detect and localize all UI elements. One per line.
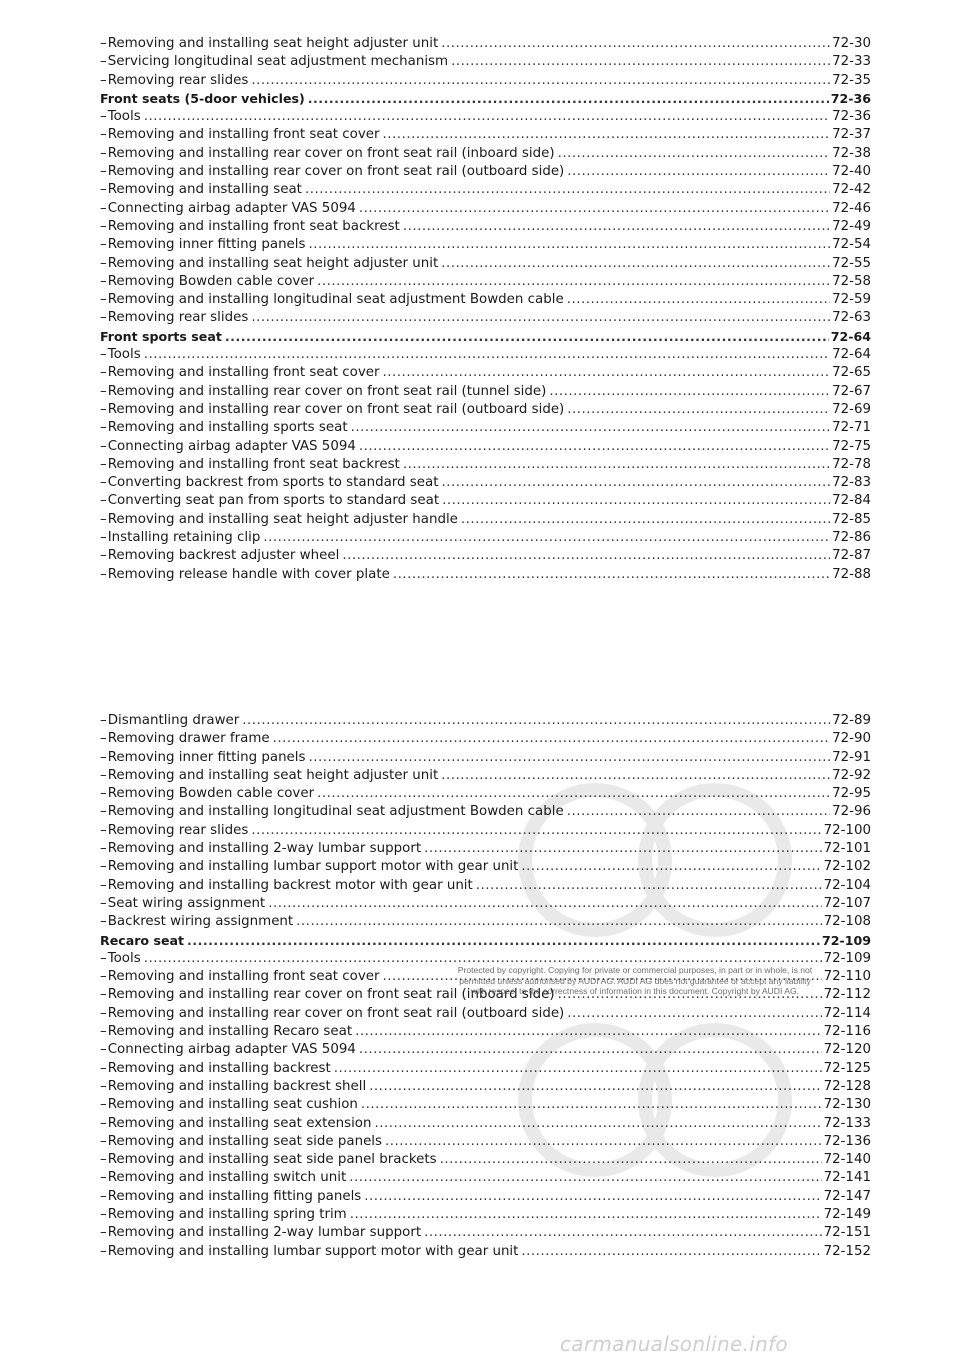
toc-dash: – — [100, 218, 107, 234]
toc-title: Removing Bowden cable cover — [107, 273, 315, 289]
toc-title: Servicing longitudinal seat adjustment mechanism — [107, 54, 449, 70]
toc-page-number: 72-42 — [832, 182, 871, 198]
toc-page-number: 72-151 — [823, 1225, 871, 1241]
toc-leader-dots — [355, 1023, 821, 1041]
toc-page-number: 72-107 — [823, 895, 871, 911]
toc-dash: – — [100, 969, 107, 985]
toc-page-number: 72-46 — [832, 200, 871, 216]
toc-leader-dots — [461, 511, 830, 529]
toc-dash: – — [100, 1170, 107, 1186]
toc-page-number: 72-130 — [823, 1097, 871, 1113]
toc-entry[interactable] — [100, 438, 871, 456]
toc-entry[interactable] — [100, 840, 871, 858]
toc-page-number: 72-147 — [823, 1188, 871, 1204]
toc-title: Removing and installing seat height adjuster unit — [107, 36, 439, 51]
toc-entry[interactable] — [100, 401, 871, 419]
toc-title: Removing and installing fitting panels — [107, 1188, 362, 1204]
toc-title: Removing and installing seat — [107, 182, 302, 198]
toc-leader-dots — [225, 328, 829, 346]
toc-page-number: 72-67 — [832, 383, 871, 399]
toc-leader-dots — [521, 858, 821, 876]
toc-page-number: 72-136 — [823, 1133, 871, 1149]
toc-title: Removing and installing seat side panel brackets — [107, 1152, 437, 1168]
toc-leader-dots — [305, 181, 830, 199]
toc-leader-dots — [374, 1115, 821, 1133]
toc-title: Removing and installing seat cushion — [107, 1097, 358, 1113]
toc-entry[interactable] — [100, 566, 871, 584]
toc-leader-dots — [424, 1224, 821, 1242]
toc-leader-dots — [187, 932, 820, 950]
toc-leader-dots — [342, 547, 830, 565]
toc-page-number: 72-69 — [832, 401, 871, 417]
toc-title: Removing and installing rear cover on front seat rail (outboard side) — [107, 401, 565, 417]
toc-page-number: 72-71 — [832, 420, 871, 436]
toc-dash: – — [100, 786, 107, 802]
toc-title: Removing rear slides — [107, 72, 249, 88]
toc-dash: – — [100, 420, 107, 436]
toc-entry[interactable] — [100, 1188, 871, 1206]
toc-dash: – — [100, 914, 107, 930]
toc-dash: – — [100, 1152, 107, 1168]
toc-entry[interactable] — [100, 1096, 871, 1114]
copyright-line-3: with respect to the correctness of information in this document. Copyright by AUDI AG. — [470, 986, 800, 996]
toc-leader-dots — [441, 35, 830, 53]
toc-page-number: 72-140 — [823, 1152, 871, 1168]
toc-entry[interactable] — [100, 1151, 871, 1169]
toc-title: Tools — [107, 347, 141, 363]
toc-entry[interactable] — [100, 108, 871, 126]
toc-leader-dots — [361, 1096, 822, 1114]
toc-dash: – — [100, 1207, 107, 1223]
toc-title: Removing and installing front seat backrest — [107, 456, 400, 472]
toc-dash: – — [100, 401, 107, 417]
toc-title: Front seats (5-door vehicles) — [100, 90, 305, 106]
toc-page-number: 72-108 — [823, 914, 871, 930]
toc-title: Removing and installing Recaro seat — [107, 1024, 353, 1040]
toc-title: Removing release handle with cover plate — [107, 566, 390, 582]
toc-page-number: 72-125 — [823, 1060, 871, 1076]
toc-page-number: 72-75 — [832, 438, 871, 454]
toc-page-number: 72-87 — [832, 548, 871, 564]
toc-entry[interactable] — [100, 163, 871, 181]
toc-dash: – — [100, 145, 107, 161]
toc-title: Removing drawer frame — [107, 731, 270, 747]
toc-dash: – — [100, 36, 107, 51]
copyright-line-1: Protected by copyright. Copying for private or commercial purposes, in part or in whole, is not — [457, 965, 813, 975]
toc-dash: – — [100, 548, 107, 564]
toc-entry[interactable] — [100, 474, 871, 492]
toc-title: Installing retaining clip — [107, 530, 261, 546]
toc-title: Removing and installing backrest shell — [107, 1078, 367, 1094]
toc-leader-dots — [451, 53, 830, 71]
toc-leader-dots — [359, 438, 830, 456]
toc-dash: – — [100, 1078, 107, 1094]
toc-entry[interactable] — [100, 529, 871, 547]
toc-entry[interactable] — [100, 785, 871, 803]
toc-leader-dots — [440, 1151, 822, 1169]
toc-dash: – — [100, 438, 107, 454]
toc-dash: – — [100, 475, 107, 491]
toc-entry[interactable] — [100, 822, 871, 840]
toc-page-number: 72-85 — [832, 511, 871, 527]
toc-title: Removing and installing front seat cover — [107, 365, 380, 381]
toc-dash: – — [100, 530, 107, 546]
toc-page-number: 72-92 — [832, 767, 871, 783]
toc-title: Removing and installing front seat backrest — [107, 218, 400, 234]
toc-entry[interactable] — [100, 1041, 871, 1059]
toc-page-number: 72-55 — [832, 255, 871, 271]
toc-dash: – — [100, 1188, 107, 1204]
toc-entry[interactable] — [100, 1023, 871, 1041]
toc-dash: – — [100, 1005, 107, 1021]
toc-dash: – — [100, 822, 107, 838]
toc-page-number: 72-109 — [821, 932, 871, 948]
toc-leader-dots — [476, 877, 822, 895]
toc-page-number: 72-90 — [832, 731, 871, 747]
toc-leader-dots — [350, 1206, 822, 1224]
toc-page-number: 72-30 — [832, 36, 871, 51]
toc-title: Recaro seat — [100, 932, 185, 948]
toc-page-number: 72-37 — [832, 127, 871, 143]
toc-title: Removing and installing longitudinal seat adjustment Bowden cable — [107, 292, 564, 308]
toc-title: Removing inner fitting panels — [107, 749, 306, 765]
toc-leader-dots — [549, 383, 830, 401]
toc-leader-dots — [424, 840, 821, 858]
toc-dash: – — [100, 877, 107, 893]
toc-dash: – — [100, 749, 107, 765]
toc-dash: – — [100, 109, 107, 125]
toc-title: Dismantling drawer — [107, 713, 240, 728]
toc-title: Removing and installing longitudinal seat adjustment Bowden cable — [107, 804, 564, 820]
toc-title: Seat wiring assignment — [107, 895, 266, 911]
toc-leader-dots — [567, 401, 830, 419]
toc-page-number: 72-109 — [823, 950, 871, 966]
toc-page-number: 72-83 — [832, 475, 871, 491]
toc-page-number: 72-33 — [832, 54, 871, 70]
toc-entry[interactable] — [100, 53, 871, 71]
toc-dash: – — [100, 895, 107, 911]
copyright-notice — [415, 965, 855, 997]
toc-leader-dots — [521, 1243, 821, 1261]
toc-dash: – — [100, 767, 107, 783]
toc-page-number: 72-58 — [832, 273, 871, 289]
toc-leader-dots — [383, 126, 831, 144]
toc-title: Removing and installing switch unit — [107, 1170, 347, 1186]
toc-dash: – — [100, 1042, 107, 1058]
toc-leader-dots — [251, 72, 830, 90]
toc-dash: – — [100, 804, 107, 820]
toc-page-number: 72-112 — [823, 987, 871, 1003]
toc-dash: – — [100, 731, 107, 747]
toc-title: Removing and installing seat side panels — [107, 1133, 383, 1149]
toc-page-number: 72-36 — [830, 90, 871, 106]
toc-page-number: 72-101 — [823, 841, 871, 857]
toc-dash: – — [100, 347, 107, 363]
toc-page-number: 72-35 — [832, 72, 871, 88]
toc-leader-dots — [317, 785, 830, 803]
toc-dash: – — [100, 987, 107, 1003]
toc-entry[interactable] — [100, 255, 871, 273]
toc-page-number: 72-91 — [832, 749, 871, 765]
toc-title: Removing and installing seat height adjuster unit — [107, 767, 439, 783]
toc-title: Removing and installing backrest motor with gear unit — [107, 877, 473, 893]
toc-dash: – — [100, 456, 107, 472]
toc-leader-dots — [309, 749, 831, 767]
toc-title: Removing and installing lumbar support motor with gear unit — [107, 1243, 519, 1259]
toc-page-number: 72-40 — [832, 164, 871, 180]
toc-dash: – — [100, 859, 107, 875]
toc-dash: – — [100, 511, 107, 527]
toc-section-heading[interactable] — [100, 328, 871, 346]
toc-leader-dots — [385, 1133, 822, 1151]
toc-entry[interactable] — [100, 877, 871, 895]
toc-leader-dots — [334, 1060, 822, 1078]
toc-title: Removing and installing sports seat — [107, 420, 348, 436]
toc-dash: – — [100, 273, 107, 289]
toc-dash: – — [100, 566, 107, 582]
toc-leader-dots — [251, 822, 821, 840]
toc-dash: – — [100, 950, 107, 966]
toc-page-number: 72-102 — [823, 859, 871, 875]
toc-dash: – — [100, 1060, 107, 1076]
toc-leader-dots — [558, 145, 831, 163]
toc-leader-dots — [393, 566, 830, 584]
toc-title: Front sports seat — [100, 328, 222, 344]
toc-entry[interactable] — [100, 1115, 871, 1133]
toc-leader-dots — [364, 1188, 821, 1206]
toc-entry[interactable] — [100, 309, 871, 327]
toc-dash: – — [100, 383, 107, 399]
toc-title: Removing and installing seat extension — [107, 1115, 372, 1131]
toc-leader-dots — [144, 108, 830, 126]
toc-entry[interactable] — [100, 730, 871, 748]
toc-dash: – — [100, 841, 107, 857]
toc-page-number: 72-96 — [832, 804, 871, 820]
toc-title: Removing and installing rear cover on front seat rail (tunnel side) — [107, 383, 547, 399]
site-watermark: carmanualsonline.info — [560, 1332, 788, 1356]
toc-page-number: 72-114 — [823, 1005, 871, 1021]
toc-title: Removing and installing spring trim — [107, 1207, 347, 1223]
toc-page-number: 72-152 — [823, 1243, 871, 1259]
toc-leader-dots — [273, 730, 830, 748]
toc-leader-dots — [403, 456, 830, 474]
toc-title: Removing Bowden cable cover — [107, 786, 315, 802]
toc-entry[interactable] — [100, 145, 871, 163]
toc-entry[interactable] — [100, 895, 871, 913]
toc-entry[interactable] — [100, 1224, 871, 1242]
toc-dash: – — [100, 72, 107, 88]
toc-dash: – — [100, 493, 107, 509]
toc-title: Tools — [107, 950, 141, 966]
toc-entry[interactable] — [100, 273, 871, 291]
toc-leader-dots — [296, 913, 821, 931]
toc-dash: – — [100, 310, 107, 326]
toc-entry[interactable] — [100, 236, 871, 254]
toc-dash: – — [100, 127, 107, 143]
toc-entry[interactable] — [100, 200, 871, 218]
toc-page-number: 72-64 — [830, 328, 871, 344]
toc-title: Converting backrest from sports to standard seat — [107, 475, 439, 491]
toc-entry[interactable] — [100, 456, 871, 474]
toc-entry[interactable] — [100, 511, 871, 529]
toc-page-number: 72-149 — [823, 1207, 871, 1223]
toc-leader-dots — [442, 492, 830, 510]
toc-title: Removing backrest adjuster wheel — [107, 548, 340, 564]
toc-page-number: 72-133 — [823, 1115, 871, 1131]
toc-dash: – — [100, 54, 107, 70]
toc-page-number: 72-54 — [832, 237, 871, 253]
toc-entry[interactable] — [100, 1243, 871, 1261]
toc-dash: – — [100, 365, 107, 381]
toc-leader-dots — [263, 529, 830, 547]
toc-title: Removing and installing rear cover on front seat rail (inboard side) — [107, 987, 555, 1003]
toc-entry[interactable] — [100, 419, 871, 437]
toc-dash: – — [100, 182, 107, 198]
toc-leader-dots — [317, 273, 830, 291]
toc-entry[interactable] — [100, 712, 871, 730]
toc-title: Removing and installing front seat cover — [107, 127, 380, 143]
toc-leader-dots — [441, 474, 830, 492]
toc-entry[interactable] — [100, 1005, 871, 1023]
toc-leader-dots — [144, 346, 830, 364]
toc-leader-dots — [308, 90, 829, 108]
toc-entry[interactable] — [100, 1078, 871, 1096]
toc-entry[interactable] — [100, 72, 871, 90]
toc-dash: – — [100, 1097, 107, 1113]
toc-title: Removing rear slides — [107, 310, 249, 326]
toc-leader-dots — [441, 767, 830, 785]
toc-page-number: 72-63 — [832, 310, 871, 326]
toc-page-number: 72-59 — [832, 292, 871, 308]
toc-leader-dots — [359, 200, 830, 218]
toc-leader-dots — [567, 1005, 821, 1023]
toc-title: Connecting airbag adapter VAS 5094 — [107, 1042, 356, 1058]
toc-page-number: 72-100 — [823, 822, 871, 838]
toc-entry[interactable] — [100, 1133, 871, 1151]
toc-leader-dots — [251, 309, 830, 327]
toc-title: Removing rear slides — [107, 822, 249, 838]
toc-dash: – — [100, 1225, 107, 1241]
toc-title: Removing and installing rear cover on front seat rail (outboard side) — [107, 1005, 565, 1021]
toc-title: Removing and installing rear cover on front seat rail (outboard side) — [107, 164, 565, 180]
toc-title: Removing and installing seat height adjuster handle — [107, 511, 458, 527]
toc-leader-dots — [309, 236, 831, 254]
toc-leader-dots — [242, 712, 830, 730]
toc-dash: – — [100, 1133, 107, 1149]
copyright-line-2: permitted unless authorised by AUDI AG. AUDI AG does not guarantee or accept any liability — [459, 975, 811, 986]
toc-section-heading[interactable] — [100, 90, 871, 108]
toc-page-number: 72-120 — [823, 1042, 871, 1058]
toc-dash: – — [100, 164, 107, 180]
toc-entry[interactable] — [100, 218, 871, 236]
toc-title: Removing and installing rear cover on front seat rail (inboard side) — [107, 145, 555, 161]
toc-page-number: 72-95 — [832, 786, 871, 802]
toc-title: Connecting airbag adapter VAS 5094 — [107, 200, 356, 216]
toc-page-number: 72-65 — [832, 365, 871, 381]
toc-leader-dots — [383, 364, 831, 382]
toc-page-number: 72-38 — [832, 145, 871, 161]
toc-leader-dots — [268, 895, 821, 913]
toc-entry[interactable] — [100, 364, 871, 382]
toc-entry[interactable] — [100, 767, 871, 785]
toc-page-number: 72-116 — [823, 1024, 871, 1040]
toc-title: Removing and installing backrest — [107, 1060, 331, 1076]
toc-page-number: 72-78 — [832, 456, 871, 472]
toc-entry[interactable] — [100, 383, 871, 401]
toc-leader-dots — [403, 218, 830, 236]
toc-page-number: 72-64 — [832, 347, 871, 363]
toc-leader-dots — [369, 1078, 821, 1096]
toc-dash: – — [100, 713, 107, 728]
toc-page-number: 72-49 — [832, 218, 871, 234]
toc-page-number: 72-88 — [832, 566, 871, 582]
toc-title: Removing and installing 2-way lumbar support — [107, 841, 422, 857]
toc-entry[interactable] — [100, 346, 871, 364]
toc-title: Converting seat pan from sports to standard seat — [107, 493, 440, 509]
toc-title: Removing and installing seat height adjuster unit — [107, 255, 439, 271]
toc-title: Removing and installing 2-way lumbar support — [107, 1225, 422, 1241]
toc-page-number: 72-110 — [823, 969, 871, 985]
toc-title: Removing and installing front seat cover — [107, 969, 380, 985]
toc-leader-dots — [567, 291, 830, 309]
toc-title: Tools — [107, 109, 141, 125]
toc-title: Backrest wiring assignment — [107, 914, 294, 930]
toc-dash: – — [100, 1115, 107, 1131]
toc-leader-dots — [567, 803, 830, 821]
toc-title: Removing inner fitting panels — [107, 237, 306, 253]
toc-entry[interactable] — [100, 1169, 871, 1187]
toc-title: Connecting airbag adapter VAS 5094 — [107, 438, 356, 454]
toc-leader-dots — [441, 255, 830, 273]
toc-entry[interactable] — [100, 492, 871, 510]
toc-leader-dots — [567, 163, 830, 181]
toc-page-number: 72-84 — [832, 493, 871, 509]
toc-entry[interactable] — [100, 749, 871, 767]
toc-page-number: 72-89 — [832, 713, 871, 728]
toc-entry[interactable] — [100, 126, 871, 144]
toc-entry[interactable] — [100, 913, 871, 931]
toc-leader-dots — [351, 419, 830, 437]
toc-dash: – — [100, 200, 107, 216]
toc-dash: – — [100, 255, 107, 271]
toc-dash: – — [100, 1024, 107, 1040]
toc-dash: – — [100, 292, 107, 308]
toc-leader-dots — [349, 1169, 821, 1187]
toc-entry[interactable] — [100, 291, 871, 309]
toc-page-number: 72-128 — [823, 1078, 871, 1094]
toc-entry[interactable] — [100, 181, 871, 199]
toc-entry[interactable] — [100, 803, 871, 821]
table-of-contents-top — [100, 35, 871, 584]
toc-page-number: 72-36 — [832, 109, 871, 125]
toc-page-number: 72-86 — [832, 530, 871, 546]
toc-section-heading[interactable] — [100, 932, 871, 950]
toc-entry[interactable] — [100, 858, 871, 876]
toc-entry[interactable] — [100, 35, 871, 53]
toc-entry[interactable] — [100, 547, 871, 565]
toc-dash: – — [100, 1243, 107, 1259]
toc-entry[interactable] — [100, 1060, 871, 1078]
toc-leader-dots — [359, 1041, 822, 1059]
toc-dash: – — [100, 237, 107, 253]
toc-title: Removing and installing lumbar support motor with gear unit — [107, 859, 519, 875]
toc-page-number: 72-141 — [823, 1170, 871, 1186]
toc-page-number: 72-104 — [823, 877, 871, 893]
toc-entry[interactable] — [100, 1206, 871, 1224]
